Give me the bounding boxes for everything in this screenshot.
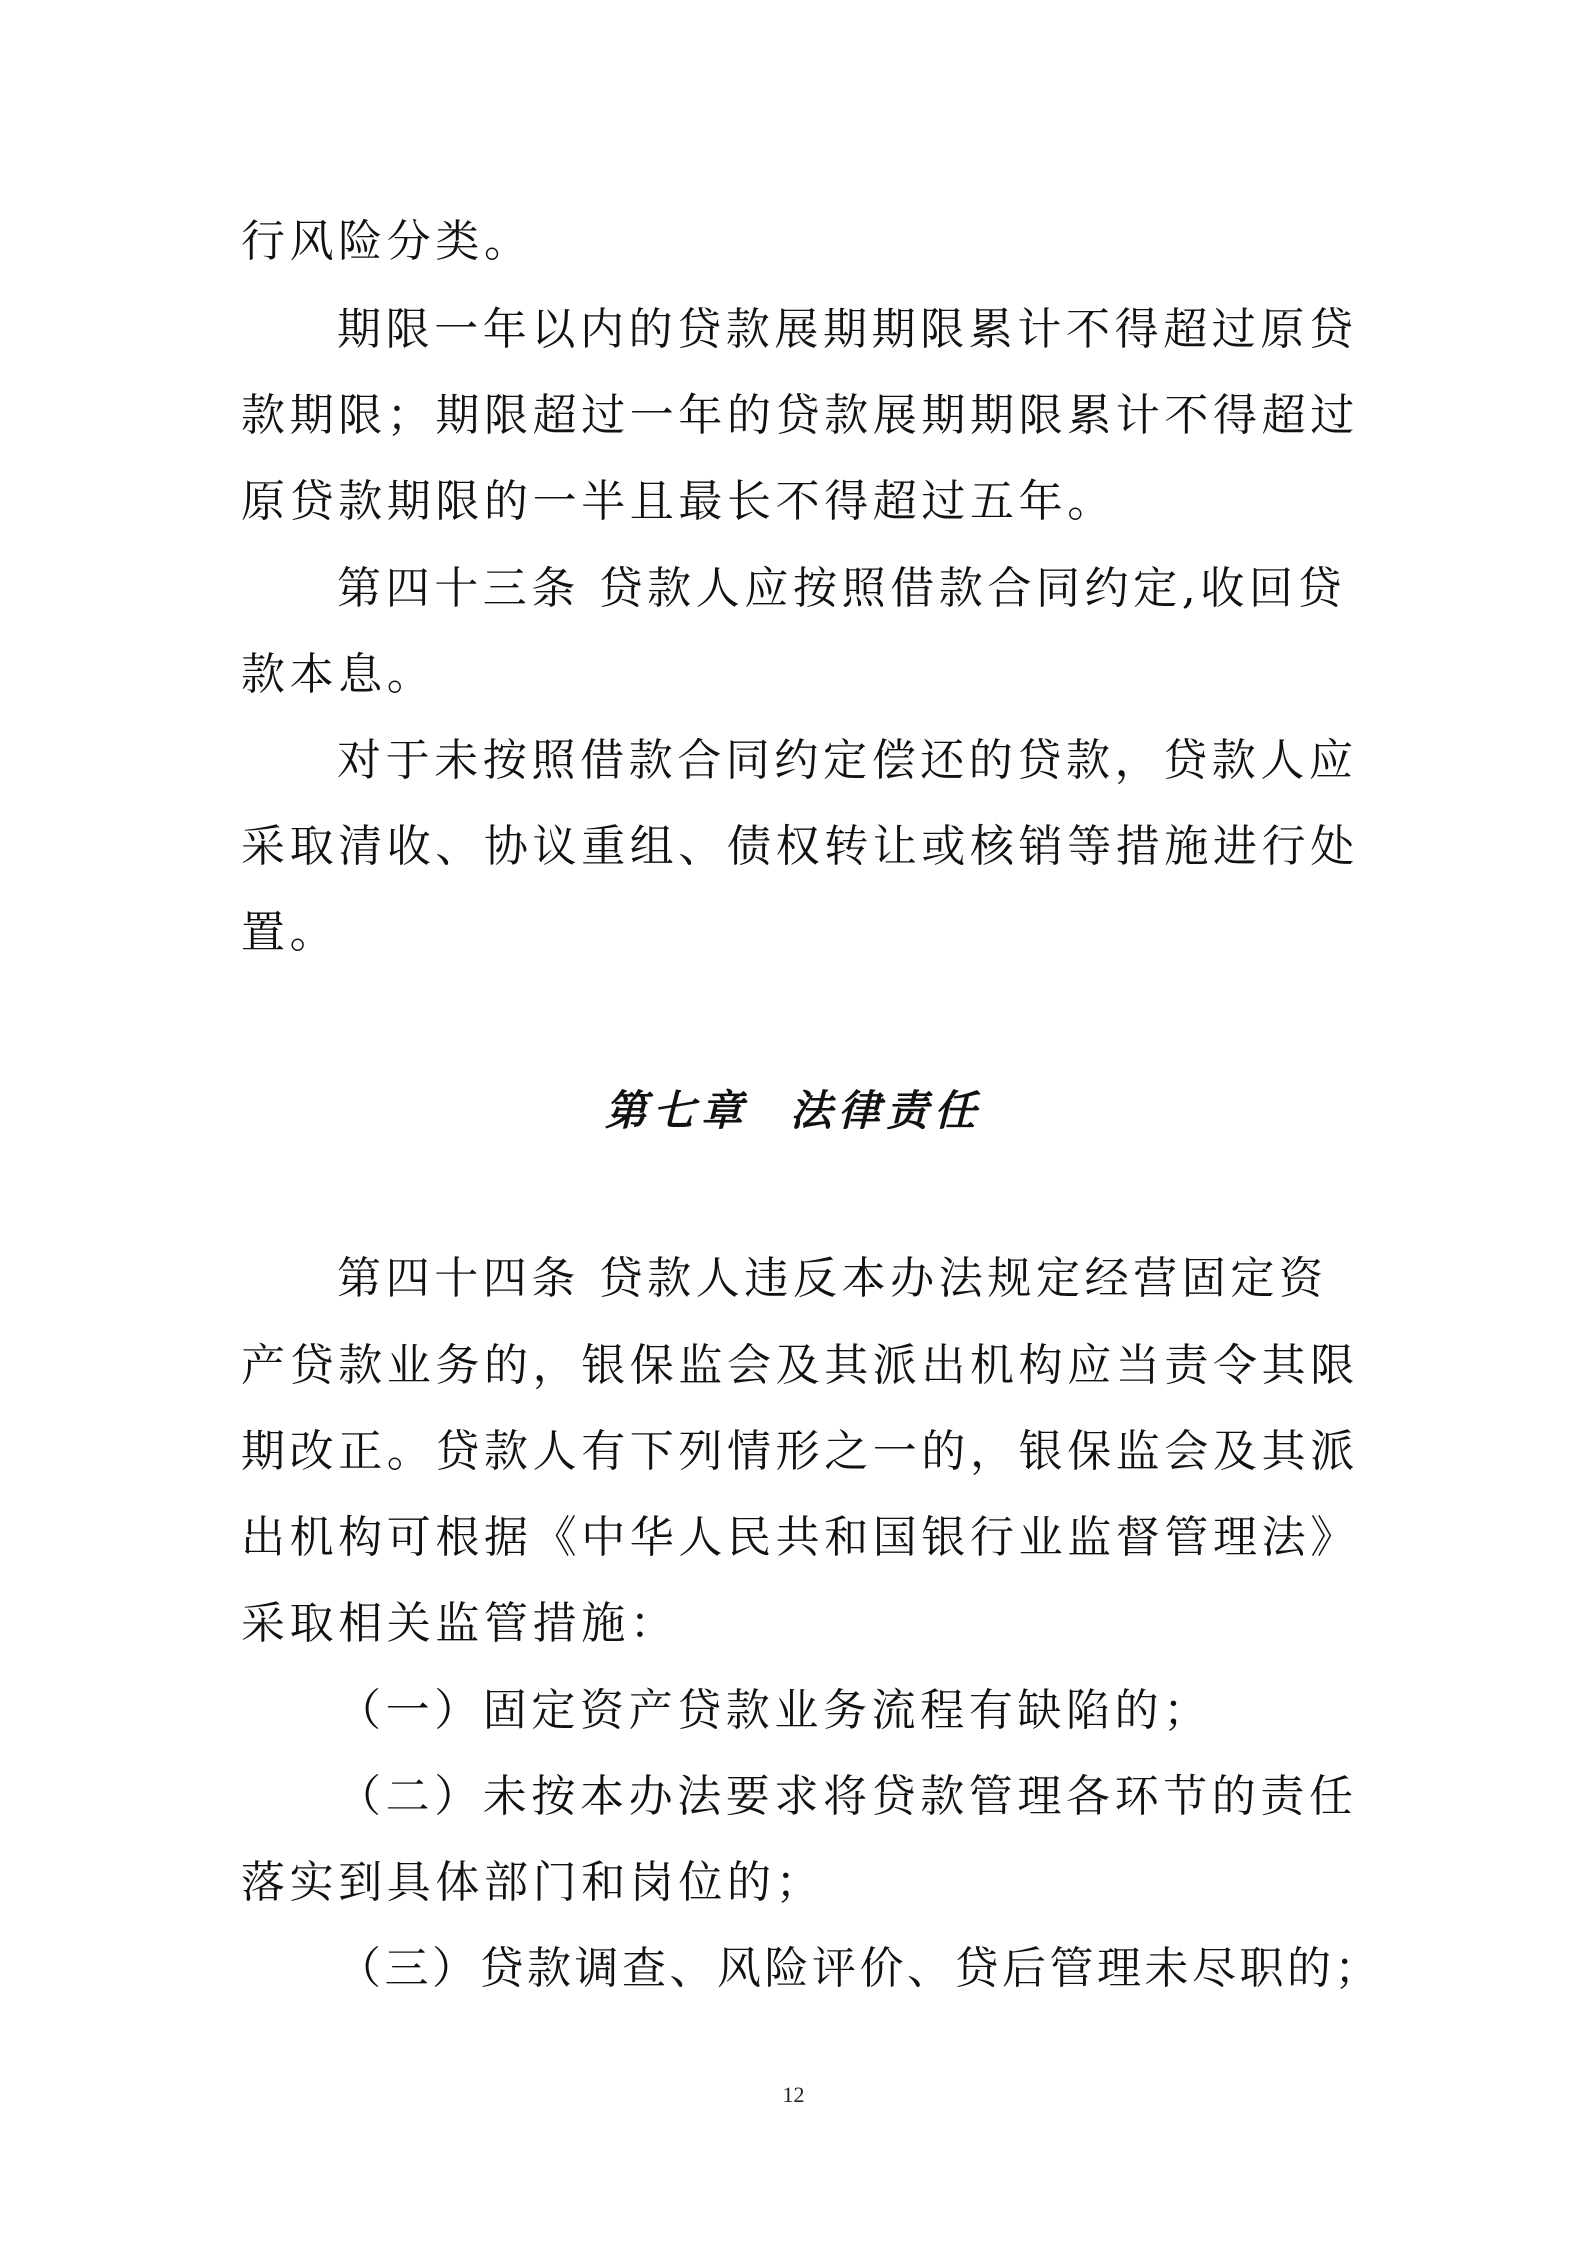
text-line: 落实到具体部门和岗位的；	[241, 1857, 825, 1908]
list-item-2: （二）未按本办法要求将贷款管理各环节的责任	[337, 1771, 1358, 1822]
text-line: 款期限；期限超过一年的贷款展期期限累计不得超过	[241, 390, 1359, 441]
text-line: 采取相关监管措施：	[241, 1598, 679, 1649]
page-number: 12	[782, 2082, 805, 2107]
text-line: 行风险分类。	[241, 216, 533, 267]
text-line: 置。	[241, 907, 339, 958]
text-line: 采取清收、协议重组、债权转让或核销等措施进行处	[241, 821, 1359, 872]
article-44-line: 第四十四条 贷款人违反本办法规定经营固定资	[337, 1253, 1328, 1304]
article-43-line: 第四十三条 贷款人应按照借款合同约定,收回贷	[337, 563, 1347, 614]
text-line: 期限一年以内的贷款展期期限累计不得超过原贷	[337, 304, 1358, 355]
text-line: 产贷款业务的，银保监会及其派出机构应当责令其限	[241, 1340, 1359, 1391]
text-line: 款本息。	[241, 649, 436, 700]
chapter-heading: 第七章 法律责任	[604, 1086, 983, 1135]
list-item-1: （一）固定资产贷款业务流程有缺陷的；	[337, 1685, 1212, 1736]
text-line: 出机构可根据《中华人民共和国银行业监督管理法》	[241, 1512, 1359, 1563]
text-line: 原贷款期限的一半且最长不得超过五年。	[241, 476, 1116, 527]
text-line: 对于未按照借款合同约定偿还的贷款，贷款人应	[337, 735, 1358, 786]
text-line: 期改正。贷款人有下列情形之一的，银保监会及其派	[241, 1426, 1359, 1477]
list-item-3: （三）贷款调查、风险评价、贷后管理未尽职的；	[337, 1943, 1382, 1994]
